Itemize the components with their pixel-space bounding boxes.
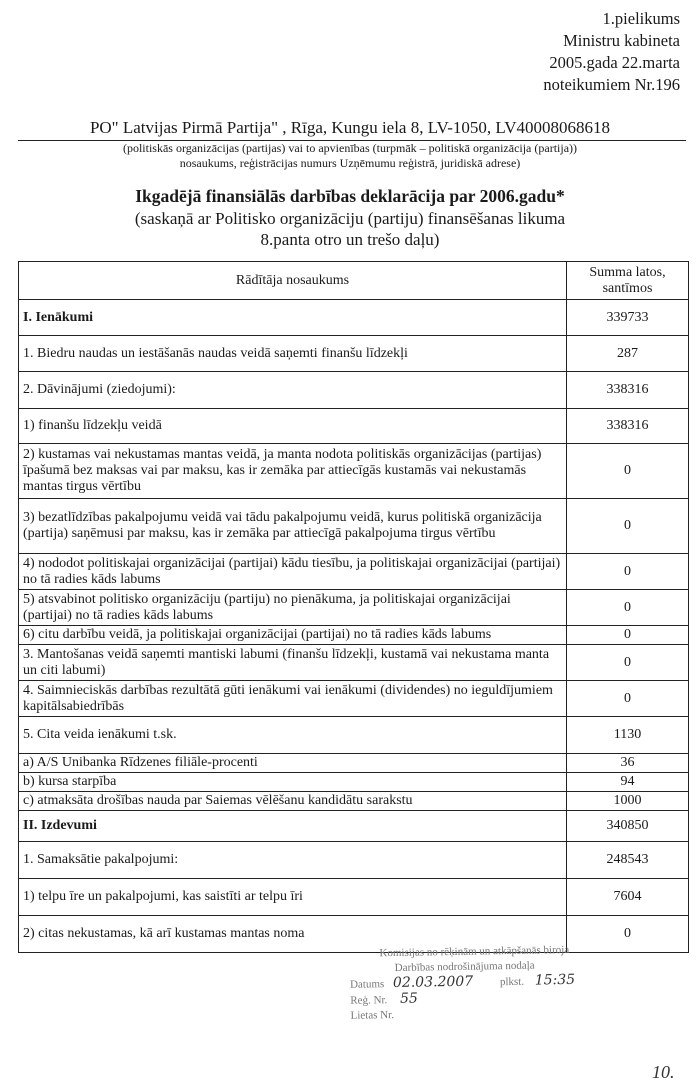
table-row (19, 499, 689, 554)
table-row (19, 645, 689, 681)
organization-note-line: nosaukums, reģistrācijas numurs Uzņēmumu reģistrā, juridiskā adrese) (179, 156, 521, 170)
annex-reference (543, 8, 680, 96)
annex-line: 2005.gada 22.marta (549, 53, 680, 72)
stamp-date-value: 02.03.2007 (392, 973, 474, 992)
table-row (19, 372, 689, 409)
row-label: 1) finanšu līdzekļu veidā (19, 409, 567, 444)
table-row (19, 754, 689, 773)
row-label: 3. Mantošanas veidā saņemti mantiski labumi (finanšu līdzekļi, kustamā vai nekustama manta un citi labumi) (19, 645, 567, 681)
stamp-time-value: 15:35 (534, 971, 576, 989)
row-value: 0 (567, 554, 689, 590)
row-label: 2) citas nekustamas, kā arī kustamas mantas noma (19, 916, 567, 953)
row-value: 0 (567, 499, 689, 554)
row-label: c) atmaksāta drošības nauda par Saiemas vēlēšanu kandidātu sarakstu (19, 792, 567, 811)
stamp-time-label: plkst. (499, 975, 525, 989)
row-value: 287 (567, 336, 689, 372)
row-label: 6) citu darbību veidā, ja politiskajai organizācijai (partijai) no tā radies kāds labums (19, 626, 567, 645)
stamp-reg-label: Reģ. Nr. (350, 994, 388, 1007)
table-row (19, 681, 689, 717)
page-number: 10. (652, 1062, 675, 1082)
annex-line: noteikumiem Nr.196 (543, 75, 680, 94)
row-label: II. Izdevumi (19, 811, 567, 842)
row-label: 5. Cita veida ienākumi t.sk. (19, 717, 567, 754)
table-row (19, 811, 689, 842)
row-label: 3) bezatlīdzības pakalpojumu veidā vai tādu pakalpojumu veidā, kurus politiskā organizācija (partija) saņēmusi par maksu, kas ir zemāka par attiecīgā pakalpojuma tirgus vērtību (19, 499, 567, 554)
row-label: 2. Dāvinājumi (ziedojumi): (19, 372, 567, 409)
organization-name: PO" Latvijas Pirmā Partija" , Rīga, Kungu iela 8, LV-1050, LV40008068618 (89, 118, 611, 137)
table-row (19, 717, 689, 754)
row-value: 248543 (567, 842, 689, 879)
table-row (19, 444, 689, 499)
row-value: 94 (567, 773, 689, 792)
row-label: 1) telpu īre un pakalpojumi, kas saistīti ar telpu īri (19, 879, 567, 916)
row-value: 339733 (567, 300, 689, 336)
row-value: 0 (567, 916, 689, 953)
table-row (19, 590, 689, 626)
row-value: 7604 (567, 879, 689, 916)
row-value: 338316 (567, 409, 689, 444)
table-header-row (19, 262, 689, 300)
organization-note-line: (politiskās organizācijas (partijas) vai to apvienības (turpmāk – politiskā organizācija (partija)) (122, 141, 578, 155)
row-label: 1. Biedru naudas un iestāšanās naudas veidā saņemti finanšu līdzekļi (19, 336, 567, 372)
row-label: 1. Samaksātie pakalpojumi: (19, 842, 567, 879)
subtitle-line: (saskaņā ar Politisko organizāciju (partiju) finansēšanas likuma (134, 209, 566, 228)
table-row (19, 842, 689, 879)
row-label: I. Ienākumi (19, 300, 567, 336)
row-label: 5) atsvabinot politisko organizāciju (partiju) no pienākuma, ja politiskajai organizācijai (partijai) no tā radies kāds labums (19, 590, 567, 626)
row-label: 2) kustamas vai nekustamas mantas veidā, ja manta nodota politiskās organizācijas (partijas) īpašumā bez maksas vai par maksu, kas ir zemāka par attiecīgās kustamās vai nekustamās mantas tirgus vērtību (19, 444, 567, 499)
row-value: 36 (567, 754, 689, 773)
organization-note (0, 141, 700, 171)
row-value: 0 (567, 681, 689, 717)
table-row (19, 879, 689, 916)
table-row (19, 300, 689, 336)
row-value: 0 (567, 645, 689, 681)
subtitle-line: 8.panta otro un trešo daļu) (260, 230, 440, 249)
row-value: 0 (567, 626, 689, 645)
stamp-reg-value: 55 (399, 990, 418, 1007)
table-row (19, 626, 689, 645)
row-value: 1000 (567, 792, 689, 811)
row-value: 0 (567, 590, 689, 626)
table-row (19, 792, 689, 811)
table-row (19, 336, 689, 372)
table-row (19, 773, 689, 792)
document-subtitle (0, 208, 700, 250)
table-row (19, 554, 689, 590)
row-value: 338316 (567, 372, 689, 409)
row-value: 1130 (567, 717, 689, 754)
row-label: 4) nododot politiskajai organizācijai (partijai) kādu tiesību, ja politiskajai organizācijai (partijai) no tā radies kāds labums (19, 554, 567, 590)
table-row (19, 409, 689, 444)
header-sum: Summa latos, santīmos (567, 262, 689, 300)
registration-stamp (349, 941, 670, 1024)
row-value: 340850 (567, 811, 689, 842)
stamp-line: Darbības nodrošinājuma nodaļa (394, 959, 535, 975)
stamp-date-label: Datums (349, 978, 385, 991)
declaration-table (18, 261, 689, 953)
document-title: Ikgadējā finansiālās darbības deklarācija par 2006.gadu* (135, 186, 565, 206)
header-indicator-name: Rādītāja nosaukums (19, 262, 567, 300)
annex-line: 1.pielikums (602, 9, 680, 28)
row-value: 0 (567, 444, 689, 499)
row-label: b) kursa starpība (19, 773, 567, 792)
row-label: 4. Saimnieciskās darbības rezultātā gūti ienākumi vai ienākumi (dividendes) no ieguldījumiem kapitālsabiedrībās (19, 681, 567, 717)
stamp-line: Komisijas no rēķinām un atkāpšanās biroja (379, 943, 570, 960)
row-label: a) A/S Unibanka Rīdzenes filiāle-procenti (19, 754, 567, 773)
stamp-pages-label: Lietas Nr. (350, 1009, 395, 1022)
annex-line: Ministru kabineta (563, 31, 680, 50)
